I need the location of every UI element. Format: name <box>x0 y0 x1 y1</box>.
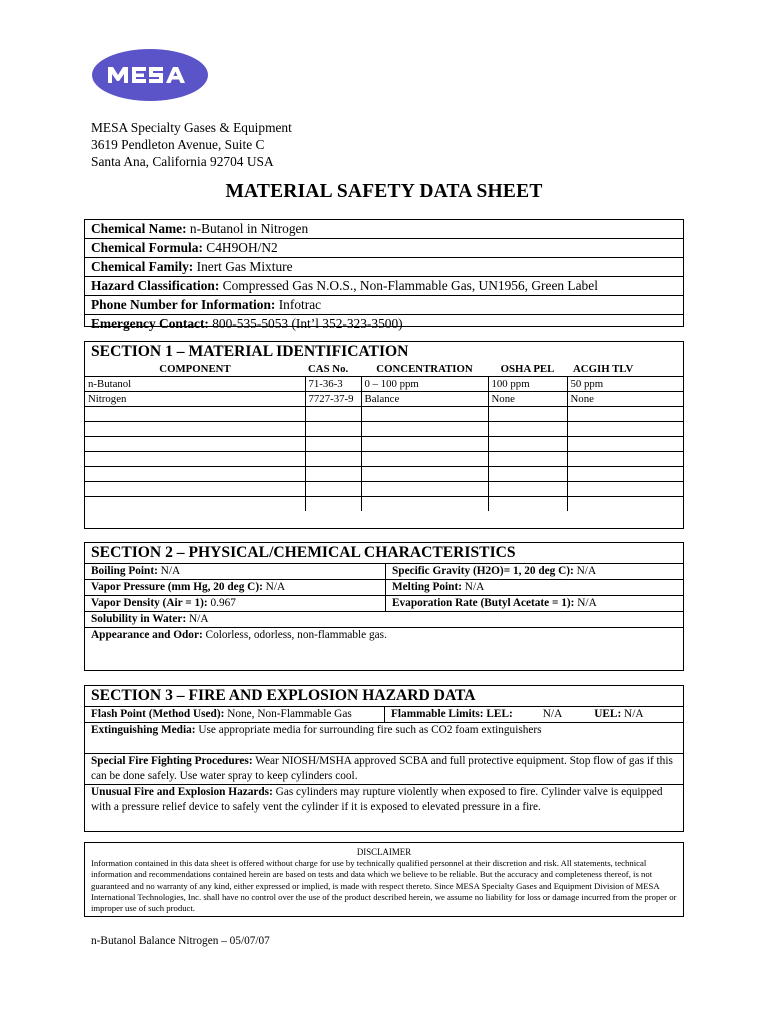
field-value: None, Non-Flammable Gas <box>224 708 352 720</box>
chemical-family-row <box>85 258 683 277</box>
table-row <box>85 422 683 437</box>
field-label: Chemical Name: <box>91 221 187 236</box>
column-header: COMPONENT <box>159 362 231 375</box>
chemical-info-box <box>84 219 684 331</box>
column-header: OSHA PEL <box>500 362 555 375</box>
table-row <box>85 482 683 497</box>
field-value: N/A <box>186 613 209 625</box>
table-cell <box>305 482 361 497</box>
table-cell: 100 ppm <box>488 377 567 392</box>
field-label: Boiling Point: <box>91 565 158 577</box>
field-value: 0.967 <box>207 597 236 609</box>
table-cell <box>85 437 305 452</box>
flammable-limits-field <box>385 707 644 722</box>
table-cell <box>305 497 361 512</box>
vapor-density-field <box>85 595 386 611</box>
table-cell: 71-36-3 <box>305 377 361 392</box>
field-value: Wear NIOSH/MSHA approved SCBA and full protective equipment. Stop flow of gas if this can be done safely. Use water spray to keep cylinders cool. <box>91 755 673 782</box>
table-cell <box>85 467 305 482</box>
company-city: Santa Ana, California 92704 USA <box>91 154 274 169</box>
section-2-heading: SECTION 2 – PHYSICAL/CHEMICAL CHARACTERISTICS <box>91 544 516 561</box>
table-cell <box>567 407 683 422</box>
field-value: N/A <box>621 708 644 720</box>
section-1 <box>84 341 684 529</box>
table-cell <box>361 497 488 512</box>
field-label: Chemical Family: <box>91 259 194 274</box>
table-cell <box>567 467 683 482</box>
table-cell: 50 ppm <box>567 377 683 392</box>
section-1-heading: SECTION 1 – MATERIAL IDENTIFICATION <box>91 343 409 360</box>
field-label: Evaporation Rate (Butyl Acetate = 1): <box>392 597 575 609</box>
table-cell <box>567 422 683 437</box>
phone-row <box>85 296 683 315</box>
field-label: Chemical Formula: <box>91 240 203 255</box>
table-cell: None <box>488 392 567 407</box>
table-cell <box>567 482 683 497</box>
field-value: N/A <box>157 565 181 577</box>
table-cell <box>567 497 683 512</box>
field-value: N/A <box>573 565 597 577</box>
table-cell <box>361 452 488 467</box>
extinguishing-media-field <box>85 722 683 753</box>
appearance-odor-field <box>85 627 683 673</box>
table-cell <box>361 437 488 452</box>
field-value: Infotrac <box>275 297 322 312</box>
unusual-hazards-field <box>85 784 683 815</box>
disclaimer-text: Information contained in this data sheet is offered without charge for use by technically qualified personnel at their discretion and risk. All statements, technical information and recommendations contained herein are based on tests and data which we believe to be reliable. But the accuracy and completeness thereof, is not guaranteed and no warranty of any kind, either expressed or implied, is made with respect thereto. Since MESA Specialty Gases and Equipment Division of MESA International Technologies, Inc. shall have no control over the use of the product described herein, we assume no liability for loss or damage incurred from the proper or improper use of such product. <box>91 858 677 914</box>
table-cell <box>567 437 683 452</box>
field-label: Phone Number for Information: <box>91 297 276 312</box>
field-value: N/A <box>574 597 597 609</box>
table-cell <box>85 422 305 437</box>
specific-gravity-field <box>386 563 683 579</box>
field-label: Flash Point (Method Used): <box>91 708 225 720</box>
field-label: Emergency Contact: <box>91 316 209 331</box>
table-cell <box>361 467 488 482</box>
table-row <box>85 437 683 452</box>
melting-point-field <box>386 579 683 595</box>
chemical-name-row <box>85 220 683 239</box>
field-label: Hazard Classification: <box>91 278 220 293</box>
company-street: 3619 Pendleton Avenue, Suite C <box>91 137 265 152</box>
table-cell: 7727-37-9 <box>305 392 361 407</box>
field-label: UEL: <box>594 708 622 720</box>
table-cell: None <box>567 392 683 407</box>
table-row <box>85 377 683 392</box>
section-3 <box>84 685 684 832</box>
column-header: ACGIH TLV <box>573 362 634 375</box>
field-value: Colorless, odorless, non-flammable gas. <box>202 629 387 641</box>
hazard-classification-row <box>85 277 683 296</box>
table-header-row <box>85 362 683 377</box>
solubility-field <box>85 611 683 627</box>
field-label: Vapor Pressure (mm Hg, 20 deg C): <box>91 581 263 593</box>
company-name: MESA Specialty Gases & Equipment <box>91 120 292 135</box>
table-row <box>85 452 683 467</box>
chemical-formula-row <box>85 239 683 258</box>
table-cell <box>305 467 361 482</box>
table-cell <box>85 452 305 467</box>
evaporation-rate-field <box>386 595 683 611</box>
disclaimer-title: DISCLAIMER <box>356 847 412 857</box>
company-address <box>91 119 292 170</box>
field-value: 800-535-5053 (Int’l 352-323-3500) <box>208 316 403 331</box>
table-cell <box>305 452 361 467</box>
field-label: Special Fire Fighting Procedures: <box>91 755 253 767</box>
field-value: Compressed Gas N.O.S., Non-Flammable Gas, UN1956, Green Label <box>219 278 598 293</box>
field-label: Extinguishing Media: <box>91 724 196 736</box>
table-row <box>85 497 683 512</box>
flash-point-row <box>85 706 683 722</box>
table-cell <box>488 407 567 422</box>
flash-point-field <box>85 707 385 722</box>
boiling-point-field <box>85 563 386 579</box>
table-cell: Nitrogen <box>85 392 305 407</box>
disclaimer-box <box>84 842 684 917</box>
field-label: Appearance and Odor: <box>91 629 203 641</box>
table-cell <box>488 437 567 452</box>
field-value: Use appropriate media for surrounding fire such as CO2 foam extinguishers <box>195 724 542 736</box>
vapor-pressure-field <box>85 579 386 595</box>
field-label: Flammable Limits: LEL: <box>391 708 513 720</box>
table-cell <box>305 407 361 422</box>
field-label: Unusual Fire and Explosion Hazards: <box>91 786 273 798</box>
field-label: Specific Gravity (H2O)= 1, 20 deg C): <box>392 565 574 577</box>
table-cell <box>488 467 567 482</box>
table-cell: Balance <box>361 392 488 407</box>
column-header: CONCENTRATION <box>376 362 473 375</box>
field-value: N/A <box>461 581 485 593</box>
table-cell <box>567 452 683 467</box>
components-table <box>85 362 683 511</box>
emergency-contact-row <box>85 315 683 333</box>
table-cell <box>85 407 305 422</box>
table-cell <box>361 422 488 437</box>
field-value: C4H9OH/N2 <box>202 240 278 255</box>
document-title: MATERIAL SAFETY DATA SHEET <box>225 181 543 202</box>
field-label: Melting Point: <box>392 581 462 593</box>
table-row <box>85 467 683 482</box>
table-row <box>85 407 683 422</box>
table-cell <box>488 452 567 467</box>
table-cell <box>305 422 361 437</box>
field-label: Solubility in Water: <box>91 613 187 625</box>
table-cell <box>488 482 567 497</box>
field-value: N/A <box>542 708 563 720</box>
field-value: Gas cylinders may rupture violently when exposed to fire. Cylinder valve is equipped with a pressure relief device to safely vent the cylinder if it is exposed to elevated pressure in a fire. <box>91 786 663 813</box>
table-row <box>85 392 683 407</box>
section-3-heading: SECTION 3 – FIRE AND EXPLOSION HAZARD DATA <box>91 687 476 704</box>
table-cell <box>361 407 488 422</box>
column-header: CAS No. <box>308 362 349 375</box>
physical-properties-grid <box>85 563 683 611</box>
field-value: n-Butanol in Nitrogen <box>186 221 309 236</box>
field-label: Vapor Density (Air = 1): <box>91 597 208 609</box>
table-cell <box>85 482 305 497</box>
mesa-logo <box>91 48 209 102</box>
table-cell: n-Butanol <box>85 377 305 392</box>
footer-text: n-Butanol Balance Nitrogen – 05/07/07 <box>91 935 270 947</box>
field-value: N/A <box>262 581 286 593</box>
table-cell: 0 – 100 ppm <box>361 377 488 392</box>
special-procedures-field <box>85 753 683 784</box>
table-cell <box>85 497 305 512</box>
table-cell <box>488 497 567 512</box>
section-2 <box>84 542 684 671</box>
table-cell <box>361 482 488 497</box>
table-cell <box>305 437 361 452</box>
field-value: Inert Gas Mixture <box>193 259 293 274</box>
table-cell <box>488 422 567 437</box>
